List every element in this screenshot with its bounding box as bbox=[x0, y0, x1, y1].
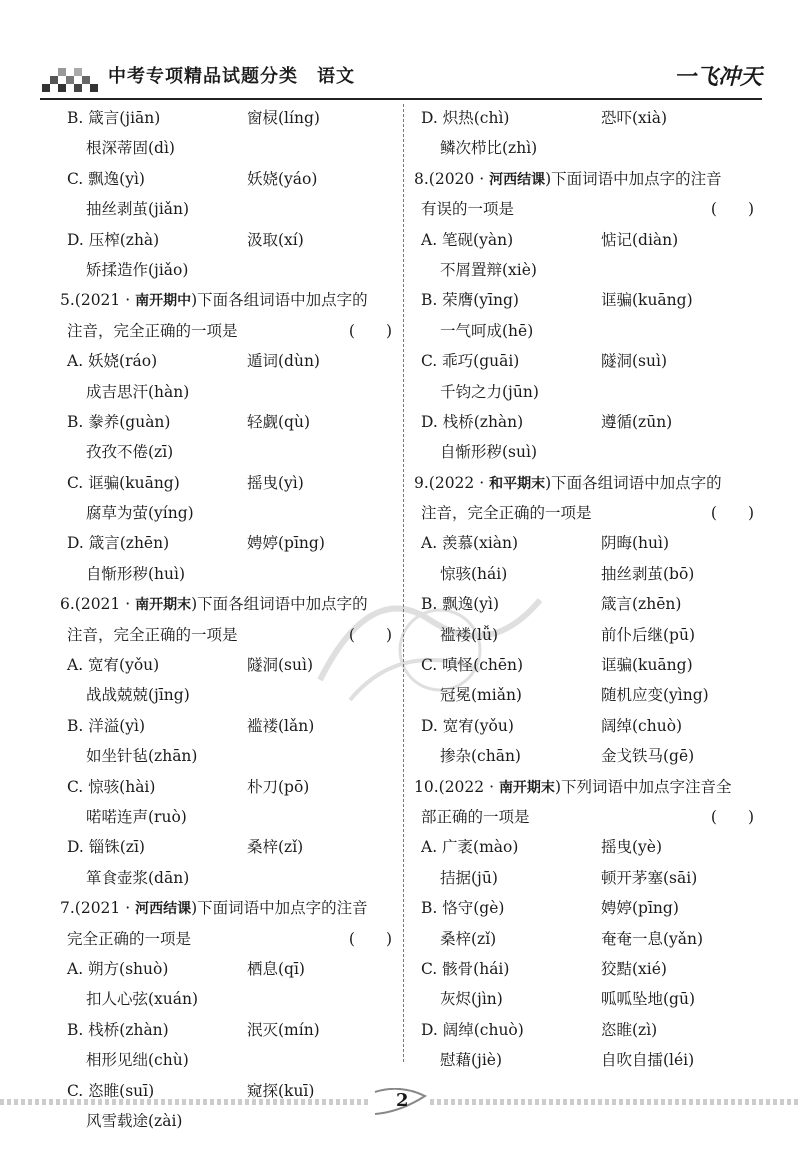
option-word: 泯灭(mín) bbox=[247, 1020, 320, 1039]
option-word: 成吉思汗(hàn) bbox=[86, 382, 190, 401]
option-word: 箴言(zhēn) bbox=[601, 595, 682, 614]
option-word: 狡黠(xié) bbox=[601, 959, 667, 978]
option-row-continued bbox=[414, 620, 756, 650]
option-word: D. 炽热(chì) bbox=[421, 109, 510, 127]
option-row bbox=[60, 164, 394, 194]
brand-logo: 一飞冲天 bbox=[673, 65, 762, 90]
option-word: 娉婷(pīng) bbox=[601, 899, 679, 918]
option-word: 栖息(qī) bbox=[247, 959, 305, 978]
right-column bbox=[414, 103, 756, 1076]
option-word: 相形见绌(chù) bbox=[86, 1051, 189, 1070]
question-text: 注音，完全正确的一项是 bbox=[421, 504, 592, 523]
option-word: 箪食壶浆(dān) bbox=[86, 868, 190, 887]
option-word: A. 朔方(shuò) bbox=[67, 959, 169, 978]
header-rule bbox=[40, 98, 762, 100]
option-row-continued bbox=[60, 437, 394, 467]
option-row-continued bbox=[60, 1045, 394, 1075]
option-word: 自惭形秽(huì) bbox=[86, 564, 186, 583]
question-stem-continued bbox=[60, 316, 394, 346]
option-row-continued bbox=[414, 741, 756, 771]
option-word: 桑梓(zǐ) bbox=[247, 838, 304, 857]
page-number: 2 bbox=[396, 1090, 409, 1111]
question-stem-continued bbox=[414, 498, 756, 528]
option-row-continued bbox=[60, 559, 394, 589]
option-word: C. 诓骗(kuāng) bbox=[67, 473, 180, 492]
option-row-continued bbox=[60, 802, 394, 832]
option-row bbox=[60, 346, 394, 376]
question-number: 5.(2021 · bbox=[60, 291, 136, 310]
option-row bbox=[414, 832, 756, 862]
question-text: 注音，完全正确的一项是 bbox=[67, 321, 238, 340]
option-word: 诓骗(kuāng) bbox=[601, 291, 693, 310]
option-word: 惊骇(hái) bbox=[440, 564, 508, 583]
question-stem bbox=[414, 772, 756, 802]
option-word: 妖娆(yáo) bbox=[247, 169, 318, 188]
option-word: 抽丝剥茧(jiǎn) bbox=[86, 200, 190, 219]
option-word: A. 妖娆(ráo) bbox=[67, 352, 158, 371]
book-title: 中考专项精品试题分类 语文 bbox=[108, 66, 355, 87]
option-word: C. 惊骇(hài) bbox=[67, 777, 156, 796]
option-word: 矫揉造作(jiǎo) bbox=[86, 260, 189, 279]
question-stem-continued bbox=[414, 802, 756, 832]
option-word: 娉婷(pīng) bbox=[247, 534, 325, 553]
option-word: A. 羡慕(xiàn) bbox=[421, 534, 519, 553]
exam-source: 河西结课 bbox=[135, 901, 192, 918]
option-word: 褴褛(lǚ) bbox=[440, 625, 499, 644]
question-stem bbox=[60, 893, 394, 923]
option-word: 窗棂(líng) bbox=[247, 109, 320, 127]
option-row-continued bbox=[60, 741, 394, 771]
option-word: 如坐针毡(zhān) bbox=[86, 747, 198, 766]
option-row bbox=[60, 468, 394, 498]
option-word: 扣人心弦(xuán) bbox=[86, 990, 199, 1009]
answer-blank[interactable]: ( ) bbox=[710, 807, 754, 826]
option-row bbox=[414, 528, 756, 558]
option-word: B. 箴言(jiān) bbox=[67, 109, 161, 127]
option-row-continued bbox=[60, 680, 394, 710]
option-word: 诓骗(kuāng) bbox=[601, 656, 693, 675]
option-word: 窥探(kuī) bbox=[247, 1081, 315, 1100]
question-text: 注音，完全正确的一项是 bbox=[67, 625, 238, 644]
option-word: D. 锱铢(zī) bbox=[67, 838, 145, 857]
option-row-continued bbox=[60, 498, 394, 528]
option-row bbox=[60, 225, 394, 255]
option-word: 自吹自擂(léi) bbox=[601, 1051, 695, 1070]
option-word: 腐草为萤(yíng) bbox=[86, 504, 194, 523]
option-word: 桑梓(zǐ) bbox=[440, 929, 497, 948]
option-row-continued bbox=[60, 984, 394, 1014]
question-number: 8.(2020 · bbox=[414, 169, 490, 188]
option-row-continued bbox=[60, 194, 394, 224]
option-word: 金戈铁马(gē) bbox=[601, 747, 695, 766]
option-row-continued bbox=[414, 316, 756, 346]
option-row bbox=[414, 103, 756, 133]
option-row-continued bbox=[414, 133, 756, 163]
option-word: 轻觑(qù) bbox=[247, 412, 310, 431]
option-word: B. 洋溢(yì) bbox=[67, 716, 146, 735]
option-word: D. 压榨(zhà) bbox=[67, 230, 160, 249]
option-row-continued bbox=[414, 1045, 756, 1075]
option-word: 根深蒂固(dì) bbox=[86, 139, 175, 158]
option-word: C. 乖巧(guāi) bbox=[421, 352, 520, 371]
option-word: A. 宽宥(yǒu) bbox=[67, 656, 160, 675]
question-number: 9.(2022 · bbox=[414, 473, 490, 492]
option-word: 遵循(zūn) bbox=[601, 412, 673, 431]
option-row bbox=[60, 1015, 394, 1045]
question-stem bbox=[414, 164, 756, 194]
option-word: 遁词(dùn) bbox=[247, 352, 320, 371]
option-row bbox=[414, 225, 756, 255]
question-text: )下面词语中加点字的注音 bbox=[545, 169, 722, 188]
option-row-continued bbox=[60, 377, 394, 407]
option-word: 抽丝剥茧(bō) bbox=[601, 564, 695, 583]
option-row bbox=[60, 954, 394, 984]
option-row-continued bbox=[414, 863, 756, 893]
option-row-continued bbox=[414, 377, 756, 407]
exam-source: 南开期末 bbox=[498, 779, 555, 796]
option-word: B. 栈桥(zhàn) bbox=[67, 1020, 169, 1039]
option-word: C. 骸骨(hái) bbox=[421, 959, 510, 978]
question-stem bbox=[414, 468, 756, 498]
option-word: A. 广袤(mào) bbox=[421, 838, 519, 857]
option-word: 孜孜不倦(zī) bbox=[86, 443, 174, 462]
option-word: 恐吓(xià) bbox=[601, 109, 668, 127]
answer-blank[interactable]: ( ) bbox=[348, 321, 392, 340]
option-word: 一气呵成(hē) bbox=[440, 321, 534, 340]
option-word: 汲取(xí) bbox=[247, 230, 304, 249]
question-stem-continued bbox=[60, 924, 394, 954]
option-row-continued bbox=[414, 437, 756, 467]
question-stem bbox=[60, 589, 394, 619]
option-word: C. 飘逸(yì) bbox=[67, 169, 145, 188]
option-word: 摇曳(yì) bbox=[247, 473, 304, 492]
question-stem bbox=[60, 285, 394, 315]
option-word: 随机应变(yìng) bbox=[601, 686, 709, 705]
option-row bbox=[60, 832, 394, 862]
option-row-continued bbox=[60, 863, 394, 893]
question-stem-continued bbox=[60, 620, 394, 650]
option-word: 千钧之力(jūn) bbox=[440, 382, 539, 401]
option-word: 冠冕(miǎn) bbox=[440, 686, 522, 705]
option-word: B. 荣膺(yīng) bbox=[421, 291, 519, 310]
option-word: 阴晦(huì) bbox=[601, 534, 670, 553]
option-row bbox=[414, 954, 756, 984]
option-word: 顿开茅塞(sāi) bbox=[601, 868, 698, 887]
option-word: C. 嗔怪(chēn) bbox=[421, 656, 524, 675]
option-row bbox=[414, 407, 756, 437]
option-row-continued bbox=[414, 984, 756, 1014]
option-row-continued bbox=[414, 680, 756, 710]
option-row bbox=[60, 711, 394, 741]
option-word: D. 阔绰(chuò) bbox=[421, 1020, 524, 1039]
option-row-continued bbox=[414, 559, 756, 589]
option-word: D. 箴言(zhēn) bbox=[67, 534, 170, 553]
exam-source: 南开期末 bbox=[135, 597, 192, 614]
question-text: 有误的一项是 bbox=[421, 200, 515, 219]
exam-source: 南开期中 bbox=[135, 293, 192, 310]
question-stem-continued bbox=[414, 194, 756, 224]
question-text: )下面各组词语中加点字的 bbox=[191, 291, 368, 310]
option-word: 灰烬(jìn) bbox=[440, 990, 503, 1009]
option-word: 隧洞(suì) bbox=[601, 352, 667, 371]
question-number: 7.(2021 · bbox=[60, 899, 136, 918]
question-number: 6.(2021 · bbox=[60, 595, 136, 614]
option-row bbox=[60, 528, 394, 558]
option-row bbox=[414, 346, 756, 376]
exam-source: 和平期末 bbox=[489, 475, 546, 492]
answer-blank[interactable]: ( ) bbox=[348, 625, 392, 644]
question-text: )下列词语中加点字注音全 bbox=[554, 777, 732, 796]
option-row bbox=[414, 589, 756, 619]
answer-blank[interactable]: ( ) bbox=[348, 929, 392, 948]
option-word: 褴褛(lǎn) bbox=[247, 716, 315, 735]
option-word: 战战兢兢(jīng) bbox=[86, 686, 190, 705]
option-word: 自惭形秽(suì) bbox=[440, 443, 537, 462]
option-word: A. 笔砚(yàn) bbox=[421, 230, 514, 249]
question-text: )下面各组词语中加点字的 bbox=[191, 595, 368, 614]
option-word: B. 豢养(guàn) bbox=[67, 412, 171, 431]
column-divider bbox=[403, 104, 404, 1062]
option-word: 朴刀(pō) bbox=[247, 777, 310, 796]
option-word: 不屑置辩(xiè) bbox=[440, 260, 537, 279]
option-word: B. 飘逸(yì) bbox=[421, 595, 500, 614]
option-word: 阔绰(chuò) bbox=[601, 716, 683, 735]
answer-blank[interactable]: ( ) bbox=[710, 504, 754, 523]
option-row bbox=[414, 285, 756, 315]
option-row bbox=[414, 1015, 756, 1045]
question-text: 部正确的一项是 bbox=[421, 807, 530, 826]
option-word: 惦记(diàn) bbox=[601, 230, 679, 249]
option-row-continued bbox=[60, 133, 394, 163]
option-row bbox=[60, 103, 394, 133]
option-row bbox=[60, 407, 394, 437]
option-word: 慰藉(jiè) bbox=[440, 1051, 503, 1070]
option-row bbox=[414, 650, 756, 680]
page-header bbox=[0, 0, 800, 100]
option-row-continued bbox=[414, 255, 756, 285]
option-word: 掺杂(chān) bbox=[440, 747, 521, 766]
option-word: 奄奄一息(yǎn) bbox=[601, 929, 704, 948]
option-row bbox=[414, 711, 756, 741]
answer-blank[interactable]: ( ) bbox=[710, 200, 754, 219]
question-text: )下面各组词语中加点字的 bbox=[545, 473, 722, 492]
option-row bbox=[60, 772, 394, 802]
option-word: 拮据(jū) bbox=[440, 868, 498, 887]
option-row bbox=[414, 893, 756, 923]
option-word: 风雪载途(zài) bbox=[86, 1111, 183, 1130]
option-word: C. 恣睢(suī) bbox=[67, 1081, 155, 1100]
option-word: 喏喏连声(ruò) bbox=[86, 807, 187, 826]
option-word: D. 宽宥(yǒu) bbox=[421, 716, 514, 735]
option-row-continued bbox=[60, 255, 394, 285]
option-word: D. 栈桥(zhàn) bbox=[421, 412, 524, 431]
question-text: )下面词语中加点字的注音 bbox=[191, 899, 368, 918]
option-word: 摇曳(yè) bbox=[601, 838, 663, 857]
question-number: 10.(2022 · bbox=[414, 777, 499, 796]
option-word: 恣睢(zì) bbox=[601, 1020, 658, 1039]
option-row bbox=[60, 650, 394, 680]
checkered-decoration-icon bbox=[42, 58, 102, 98]
option-word: 前仆后继(pū) bbox=[601, 625, 695, 644]
option-word: 呱呱坠地(gū) bbox=[601, 990, 695, 1009]
option-word: B. 恪守(gè) bbox=[421, 899, 505, 918]
left-column bbox=[60, 103, 394, 1136]
exam-source: 河西结课 bbox=[489, 171, 546, 188]
question-text: 完全正确的一项是 bbox=[67, 929, 192, 948]
option-word: 隧洞(suì) bbox=[247, 656, 313, 675]
option-word: 鳞次栉比(zhì) bbox=[440, 139, 538, 158]
option-row-continued bbox=[414, 924, 756, 954]
